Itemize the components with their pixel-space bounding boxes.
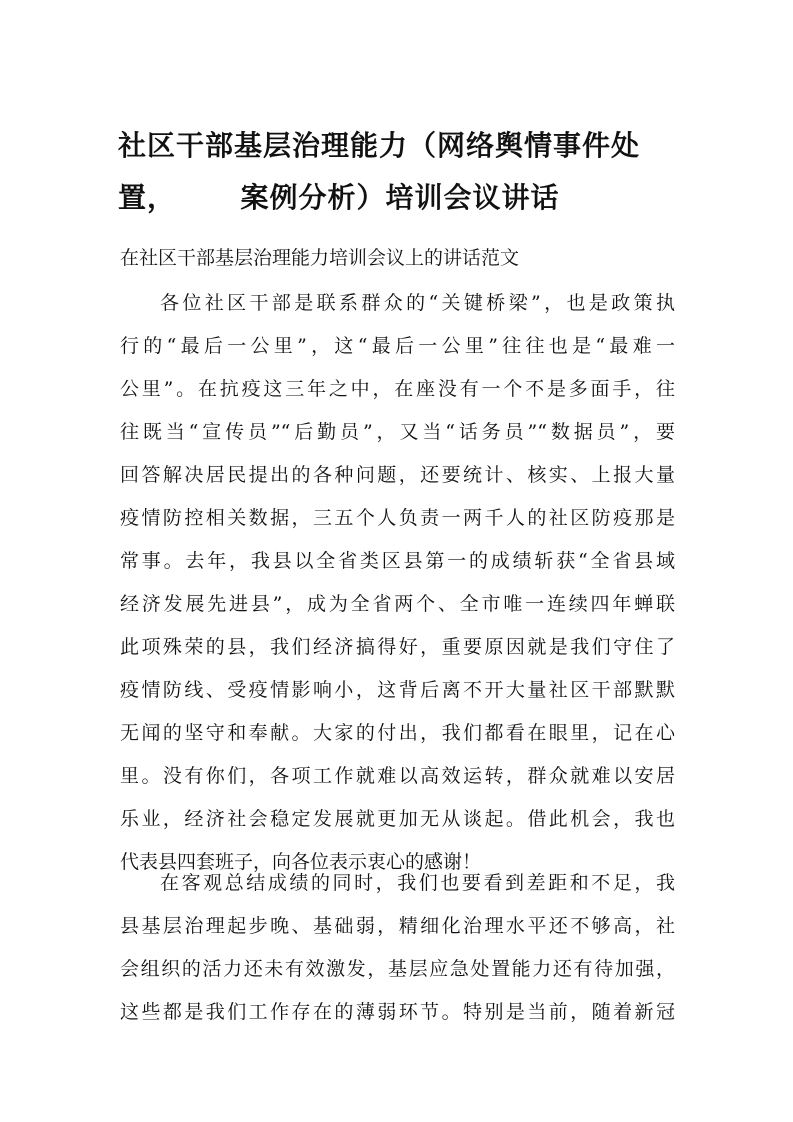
paragraph-line: 回答解决居民提出的各种问题，还要统计、核实、上报大量: [120, 464, 675, 486]
document-subtitle: 在社区干部基层治理能力培训会议上的讲话范文: [120, 247, 520, 269]
paragraph-line: 里。没有你们，各项工作就难以高效运转，群众就难以安居: [120, 765, 675, 787]
document-title-line-2: 案例分析）培训会议讲话: [240, 181, 560, 214]
paragraph-line: 各位社区干部是联系群众的“关键桥梁”，也是政策执: [160, 292, 675, 314]
paragraph-line: 经济发展先进县”，成为全省两个、全市唯一连续四年蝉联: [120, 593, 675, 615]
paragraph-line: 公里”。在抗疫这三年之中，在座没有一个不是多面手，往: [120, 378, 675, 400]
body-paragraph-2: [120, 862, 675, 1034]
paragraph-line: 疫情防线、受疫情影响小，这背后离不开大量社区干部默默: [120, 679, 675, 701]
paragraph-line: 往既当“宣传员”“后勤员”，又当“话务员”“数据员”，要: [120, 421, 675, 443]
paragraph-line: 此项殊荣的县，我们经济搞得好，重要原因就是我们守住了: [120, 636, 675, 658]
document-title-line-1: 社区干部基层治理能力（网络舆情事件处置，: [118, 129, 641, 214]
paragraph-line: 无闻的坚守和奉献。大家的付出，我们都看在眼里，记在心: [120, 722, 675, 744]
paragraph-line: 疫情防控相关数据，三五个人负责一两千人的社区防疫那是: [120, 507, 675, 529]
paragraph-line: 行的“最后一公里”，这“最后一公里”往往也是“最难一: [120, 335, 675, 357]
paragraph-line: 这些都是我们工作存在的薄弱环节。特别是当前，随着新冠: [120, 1001, 675, 1023]
paragraph-line: 代表县四套班子，向各位表示衷心的感谢！: [120, 851, 482, 873]
paragraph-line: 在客观总结成绩的同时，我们也要看到差距和不足，我: [160, 872, 675, 894]
paragraph-line: 乐业，经济社会稳定发展就更加无从谈起。借此机会，我也: [120, 808, 675, 830]
paragraph-line: 县基层治理起步晚、基础弱，精细化治理水平还不够高，社: [120, 915, 675, 937]
body-paragraph-1: [120, 282, 675, 884]
paragraph-line: 常事。去年，我县以全省类区县第一的成绩斩获“全省县域: [120, 550, 675, 572]
paragraph-line: 会组织的活力还未有效激发，基层应急处置能力还有待加强，: [120, 958, 675, 980]
